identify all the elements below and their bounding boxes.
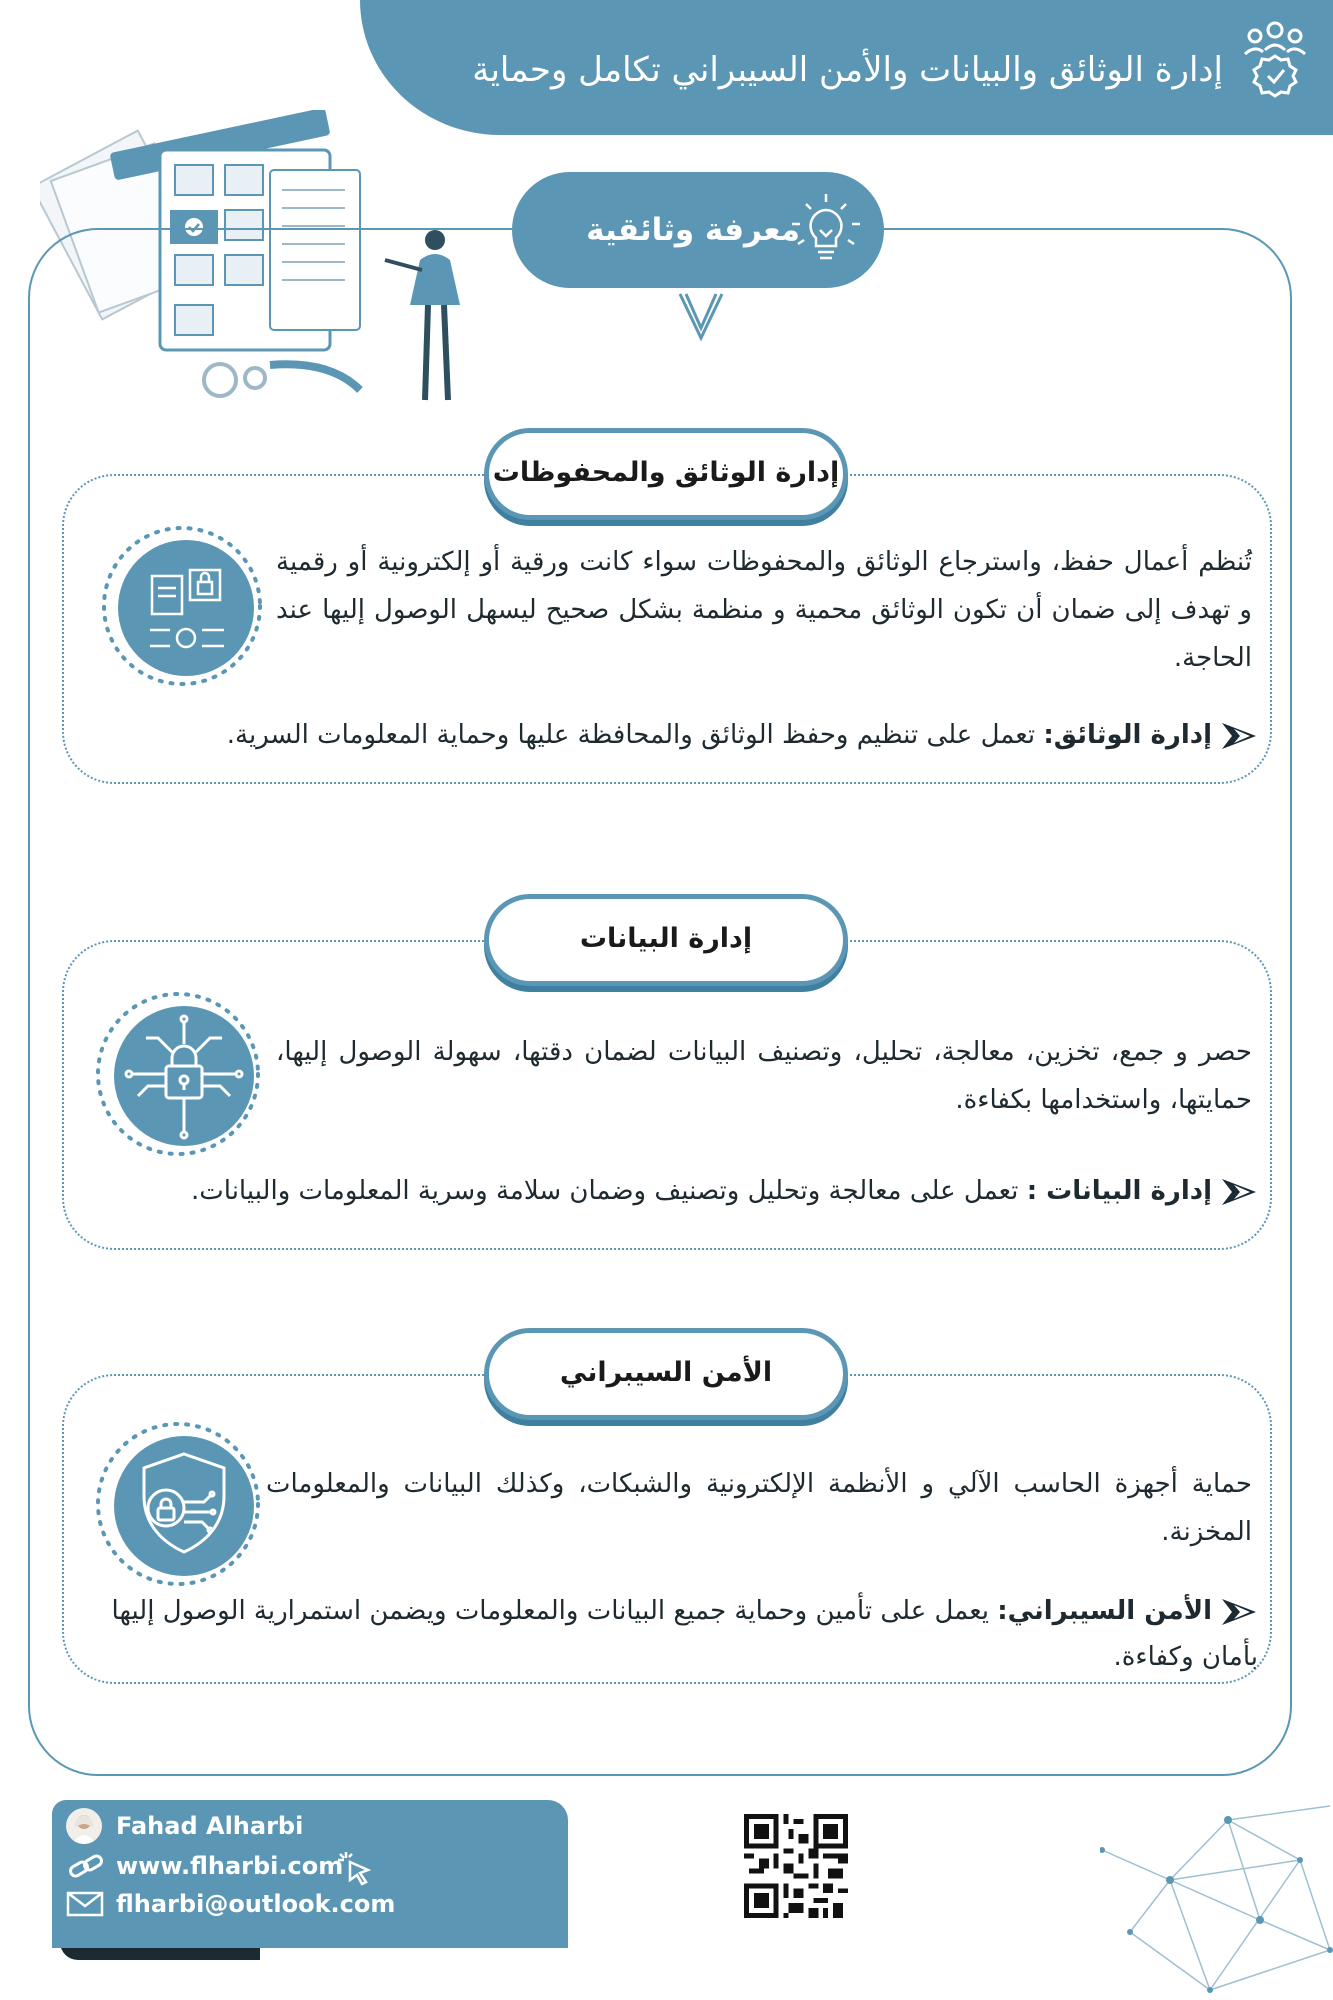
- bullet-text: تعمل على معالجة وتحليل وتصنيف وضمان سلامة وسرية المعلومات والبيانات.: [191, 1176, 1027, 1206]
- lightbulb-icon: [790, 192, 862, 268]
- bullet-text: تعمل على تنظيم وحفظ الوثائق والمحافظة عليها وحماية المعلومات السرية.: [226, 720, 1044, 750]
- arrow-bullet-icon: [1220, 1177, 1258, 1207]
- section-tab-documents: [484, 428, 848, 520]
- section-title: إدارة الوثائق والمحفوظات: [492, 457, 840, 488]
- link-icon: [66, 1850, 106, 1882]
- page-title: إدارة الوثائق والبيانات والأمن السيبراني تكامل وحماية: [472, 50, 1223, 90]
- arrow-bullet-icon: [1220, 721, 1258, 751]
- knowledge-pill-label: معرفة وثائقية: [586, 212, 800, 248]
- section-bullet: [88, 1588, 1258, 1680]
- bullet-label: إدارة البيانات :: [1026, 1176, 1212, 1206]
- network-decoration: [1100, 1800, 1333, 2000]
- qr-code-icon: [744, 1814, 848, 1918]
- section-title: الأمن السيبراني: [559, 1357, 773, 1388]
- footer-name: Fahad Alharbi: [116, 1812, 304, 1840]
- section-description: حصر و جمع، تخزين، معالجة، تحليل، وتصنيف البيانات لضمان دقتها، سهولة الوصول إليها، حمايتها، واستخدامها بكفاءة.: [276, 1037, 1252, 1115]
- document-lock-icon: [90, 514, 266, 690]
- section-bullet: [66, 1168, 1258, 1214]
- section-title: إدارة البيانات: [579, 923, 753, 954]
- footer-email[interactable]: flharbi@outlook.com: [116, 1890, 396, 1918]
- section-tab-cyber: [484, 1328, 848, 1420]
- down-arrow-icon: [676, 292, 726, 344]
- team-gear-check-icon: [1235, 16, 1315, 106]
- section-bullet: [88, 712, 1258, 758]
- section-tab-data: [484, 894, 848, 986]
- cursor-click-icon: [336, 1850, 374, 1886]
- section-description: تُنظم أعمال حفظ، واسترجاع الوثائق والمحفوظات سواء كانت ورقية أو إلكترونية أو رقمية و تهدف إلى ضمان أن تكون الوثائق محمية و منظمة بشكل صحيح ليسهل الوصول إليها عند الحاجة.: [276, 547, 1252, 673]
- footer-website[interactable]: www.flharbi.com: [116, 1852, 344, 1880]
- bullet-label: الأمن السيبراني:: [997, 1596, 1212, 1626]
- section-description: حماية أجهزة الحاسب الآلي و الأنظمة الإلكترونية والشبكات، وكذلك البيانات والمعلومات المخزنة.: [266, 1469, 1252, 1547]
- bullet-label: إدارة الوثائق:: [1043, 720, 1212, 750]
- padlock-circuit-icon: [86, 982, 266, 1162]
- bullet-text: يعمل على تأمين وحماية جميع البيانات والمعلومات ويضمن استمرارية الوصول إليها بأمان وكفاءة.: [111, 1596, 1258, 1672]
- shield-lock-icon: [86, 1412, 266, 1592]
- arrow-bullet-icon: [1220, 1597, 1258, 1627]
- avatar: [66, 1808, 102, 1844]
- mail-icon: [66, 1890, 104, 1918]
